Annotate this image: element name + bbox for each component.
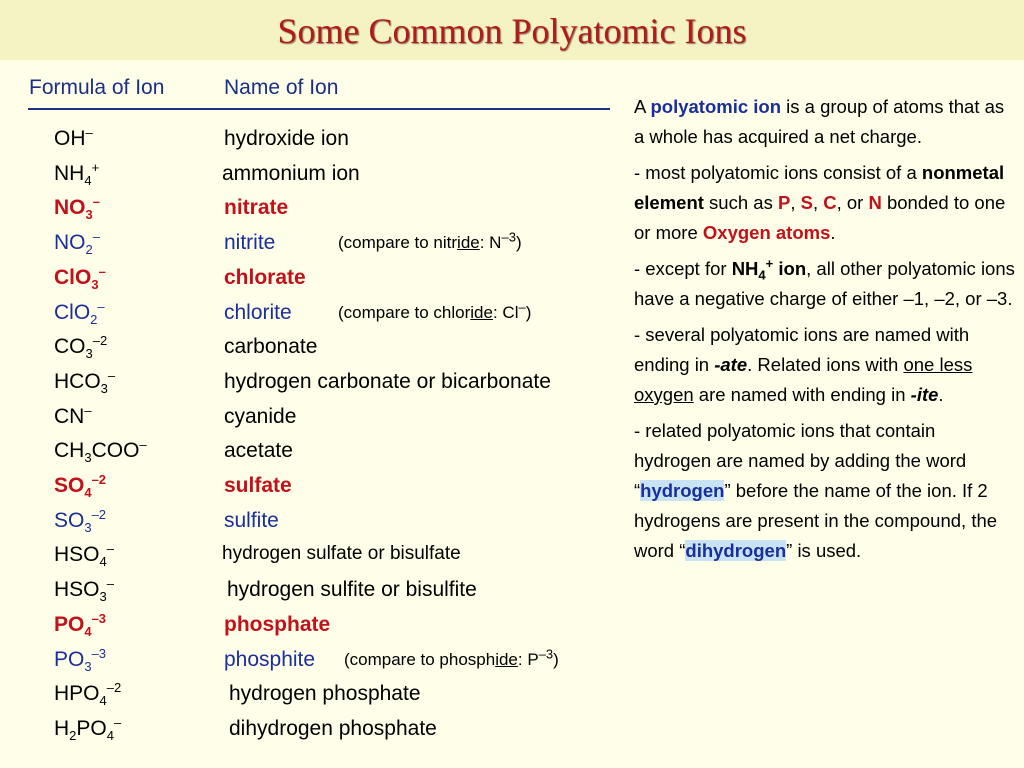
ion-row bbox=[0, 543, 640, 578]
note-ate-ite: - several polyatomic ions are named with ending in -ate. Related ions with one less oxygen are named with ending in -ite. bbox=[634, 324, 973, 405]
ion-name: hydroxide ion bbox=[224, 127, 349, 150]
ion-formula: $H_2PO_4^-$ bbox=[54, 714, 122, 744]
ion-formula: $PO_4^{-3}$ bbox=[54, 610, 107, 639]
ion-formula: $SO_3^{-2}$ bbox=[54, 506, 107, 535]
ion-row bbox=[0, 645, 640, 683]
ion-name: hydrogen sulfate or bisulfate bbox=[222, 543, 461, 565]
note-definition: A polyatomic ion is a group of atoms that as a whole has acquired a net charge. bbox=[634, 96, 1005, 147]
ion-name: phosphate bbox=[224, 612, 331, 636]
ion-row bbox=[0, 367, 640, 405]
ion-row bbox=[0, 298, 640, 336]
term-nonmetal: nonmetal element bbox=[634, 162, 1005, 213]
term-dihydrogen: dihydrogen bbox=[685, 540, 787, 561]
ion-name: acetate bbox=[224, 439, 293, 463]
term-hydrogen: hydrogen bbox=[640, 480, 725, 501]
ion-formula: $PO_3^{-3}$ bbox=[54, 645, 107, 674]
compare-note: (compare to phosphide: $P^{-3}$) bbox=[344, 645, 559, 669]
ion-name: nitrate bbox=[224, 196, 289, 220]
ion-formula: $NO_2^-$ bbox=[54, 229, 100, 258]
ion-name: hydrogen carbonate or bicarbonate bbox=[224, 369, 551, 393]
ion-formula: $NH_4^+$ bbox=[54, 159, 100, 188]
ion-name: carbonate bbox=[224, 335, 318, 359]
ion-row bbox=[0, 506, 640, 544]
ion-name: hydrogen sulfite or bisulfite bbox=[227, 578, 477, 602]
term-polyatomic-ion: polyatomic ion bbox=[650, 96, 782, 117]
ion-formula: $CO_3^{-2}$ bbox=[54, 333, 108, 362]
compare-note: (compare to chloride: Cl–) bbox=[338, 298, 532, 322]
ion-row bbox=[0, 682, 640, 717]
ion-name: sulfite bbox=[224, 508, 279, 532]
ion-formula: $HCO_3^-$ bbox=[54, 367, 116, 397]
ion-row bbox=[0, 474, 640, 509]
ion-name: cyanide bbox=[224, 404, 297, 428]
ion-row bbox=[0, 439, 640, 474]
note-composition: - most polyatomic ions consist of a nonmetal element such as P, S, C, or N bonded to one or more Oxygen atoms. bbox=[634, 162, 1006, 243]
ion-formula: ClO$_3$– bbox=[54, 263, 106, 292]
ion-name: chlorate bbox=[224, 265, 306, 289]
ion-name: hydrogen phosphate bbox=[229, 682, 421, 706]
note-hydrogen: - related polyatomic ions that contain hydrogen are named by adding the word “hydrogen” before the name of the ion. If 2 hydrogens are present in the compound, the word “dihydrogen” is used. bbox=[634, 420, 998, 561]
ion-formula: OH– bbox=[54, 125, 93, 150]
ion-formula: $SO_4^{-2}$ bbox=[54, 472, 107, 501]
ion-row bbox=[0, 402, 640, 440]
ion-name: dihydrogen phosphate bbox=[229, 716, 437, 740]
name-column-header: Name of Ion bbox=[224, 76, 339, 99]
ion-formula: $CH_3COO^-$ bbox=[54, 437, 147, 466]
ion-row bbox=[0, 335, 640, 370]
formula-column-header: Formula of Ion bbox=[29, 76, 165, 99]
ion-row bbox=[0, 578, 640, 613]
header-rule bbox=[28, 108, 610, 110]
ion-formula: $NO_3^-$ bbox=[54, 194, 100, 223]
ion-row bbox=[0, 263, 640, 301]
ion-row bbox=[0, 196, 640, 231]
ion-row bbox=[0, 610, 640, 648]
ion-formula: $HSO_3^-$ bbox=[54, 576, 114, 605]
page-title: Some Common Polyatomic Ions bbox=[277, 11, 747, 51]
ion-row bbox=[0, 159, 640, 197]
ion-name: sulfate bbox=[224, 474, 292, 497]
ion-formula: CN– bbox=[54, 402, 92, 428]
ion-name: nitrite bbox=[224, 231, 276, 255]
ion-name: chlorite bbox=[224, 300, 292, 324]
term-oxygen-atoms: Oxygen atoms bbox=[702, 222, 831, 243]
compare-note: (compare to nitride: $N^{-3}$) bbox=[338, 229, 522, 253]
ion-formula: ClO$_2$– bbox=[54, 298, 105, 327]
ion-row bbox=[0, 231, 640, 266]
ion-formula: $HPO_4^{-2}$ bbox=[54, 680, 122, 709]
ion-name: ammonium ion bbox=[222, 161, 360, 185]
ion-formula: $HSO_4^-$ bbox=[54, 541, 114, 570]
ion-row bbox=[0, 714, 640, 752]
ion-name: phosphite bbox=[224, 647, 316, 671]
ion-row bbox=[0, 127, 640, 162]
note-charge: - except for $NH_4^+$ ion, all other polyatomic ions have a negative charge of either –1, –2, or –3. bbox=[634, 255, 1015, 309]
notes-panel bbox=[634, 92, 1016, 572]
